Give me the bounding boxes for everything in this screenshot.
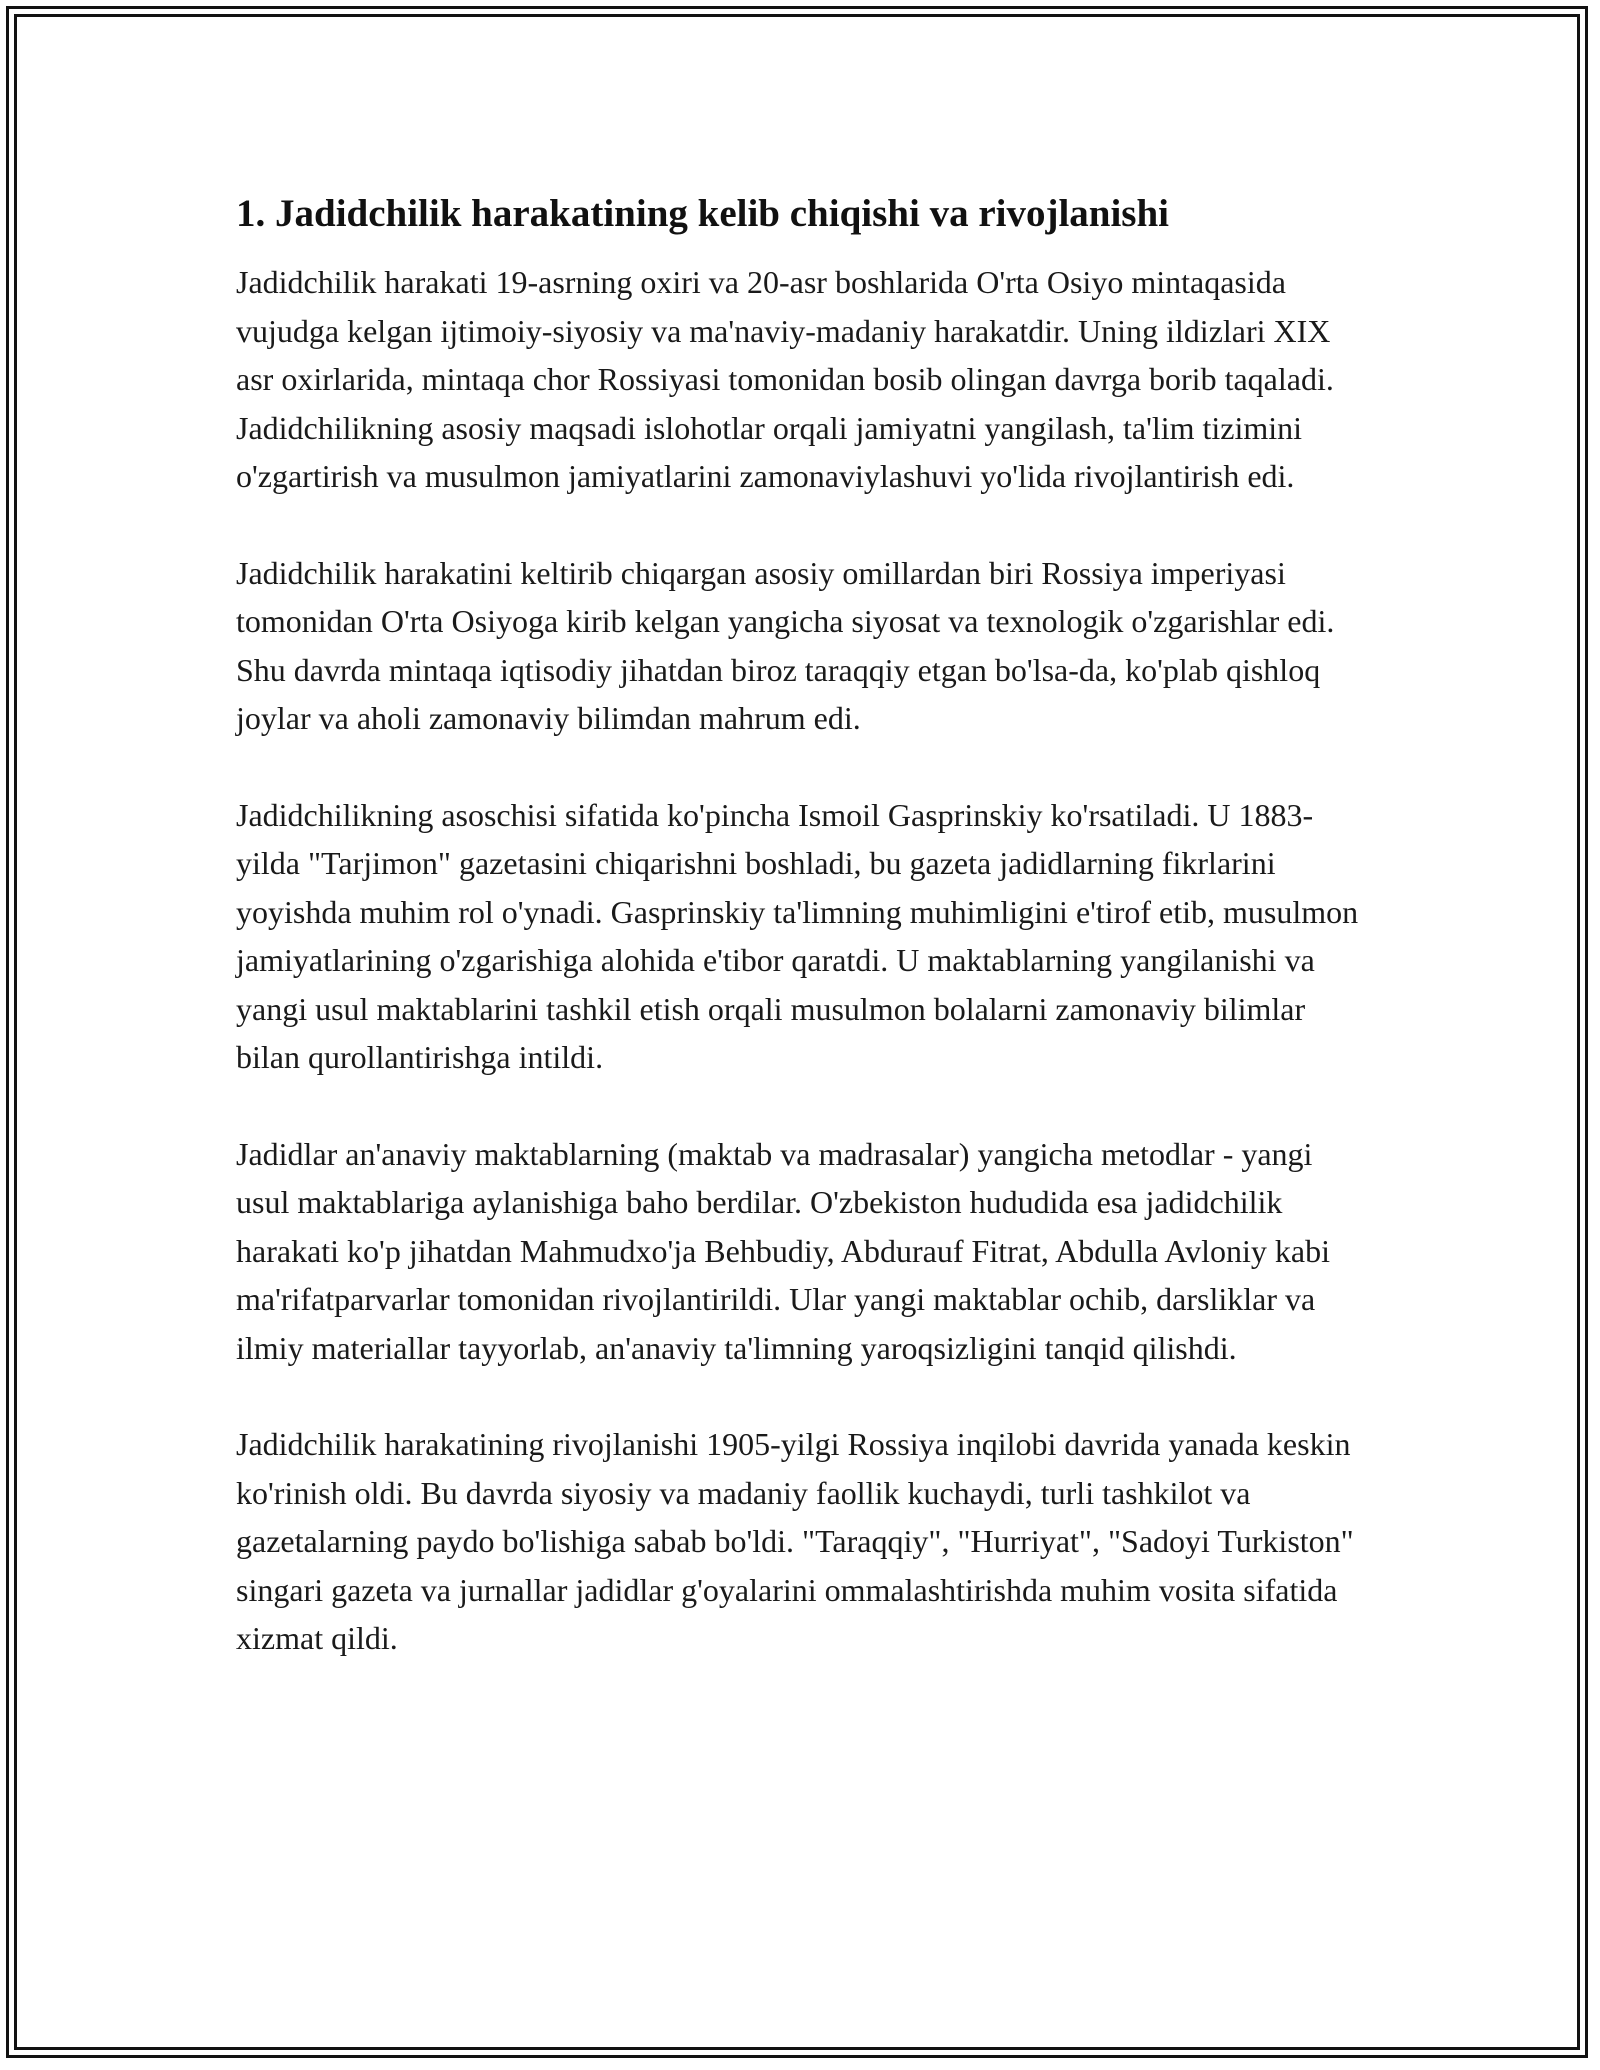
paragraph-4: Jadidlar an'anaviy maktablarning (maktab va madrasalar) yangicha metodlar - yangi usul maktablariga aylanishiga baho berdilar. O'zbekiston hududida esa jadidchilik harakati ko'p jihatdan Mahmudxo'ja Behbudiy, Abdurauf Fitrat, Abdulla Avloniy kabi ma'rifatparvarlar tomonidan rivojlantirildi. Ular yangi maktablar ochib, darsliklar va ilmiy materiallar tayyorlab, an'anaviy ta'limning yaroqsizligini tanqid qilishdi. bbox=[236, 1135, 1331, 1366]
document-body bbox=[236, 190, 1366, 1711]
paragraph-1: Jadidchilik harakati 19-asrning oxiri va 20-asr boshlarida O'rta Osiyo mintaqasida vujudga kelgan ijtimoiy-siyosiy va ma'naviy-madaniy harakatdir. Uning ildizlari XIX asr oxirlarida, mintaqa chor Rossiyasi tomonidan bosib olingan davrga borib taqaladi. Jadidchilikning asosiy maqsadi islohotlar orqali jamiyatni yangilash, ta'lim tizimini o'zgartirish va musulmon jamiyatlarini zamonaviylashuvi yo'lida rivojlantirish edi. bbox=[236, 264, 1334, 494]
paragraph-3: Jadidchilikning asoschisi sifatida ko'pincha Ismoil Gasprinskiy ko'rsatiladi. U 1883-yilda "Tarjimon" gazetasini chiqarishni boshladi, bu gazeta jadidlarning fikrlarini yoyishda muhim rol o'ynadi. Gasprinskiy ta'limning muhimligini e'tirof etib, musulmon jamiyatlarining o'zgarishiga alohida e'tibor qaratdi. U maktablarning yangilanishi va yangi usul maktablarini tashkil etish orqali musulmon bolalarni zamonaviy bilimlar bilan qurollantirishga intildi. bbox=[236, 796, 1359, 1075]
paragraph-2: Jadidchilik harakatini keltirib chiqargan asosiy omillardan biri Rossiya imperiyasi tomonidan O'rta Osiyoga kirib kelgan yangicha siyosat va texnologik o'zgarishlar edi. Shu davrda mintaqa iqtisodiy jihatdan biroz taraqqiy etgan bo'lsa-da, ko'plab qishloq joylar va aholi zamonaviy bilimdan mahrum edi. bbox=[236, 554, 1335, 736]
paragraph-5: Jadidchilik harakatining rivojlanishi 1905-yilgi Rossiya inqilobi davrida yanada keskin ko'rinish oldi. Bu davrda siyosiy va madaniy faollik kuchaydi, turli tashkilot va gazetalarning paydo bo'lishiga sabab bo'ldi. "Taraqqiy", "Hurriyat", "Sadoyi Turkiston" singari gazeta va jurnallar jadidlar g'oyalarini ommalashtirishda muhim vosita sifatida xizmat qildi. bbox=[236, 1426, 1354, 1656]
section-heading: 1. Jadidchilik harakatining kelib chiqishi va rivojlanishi bbox=[236, 192, 1170, 235]
